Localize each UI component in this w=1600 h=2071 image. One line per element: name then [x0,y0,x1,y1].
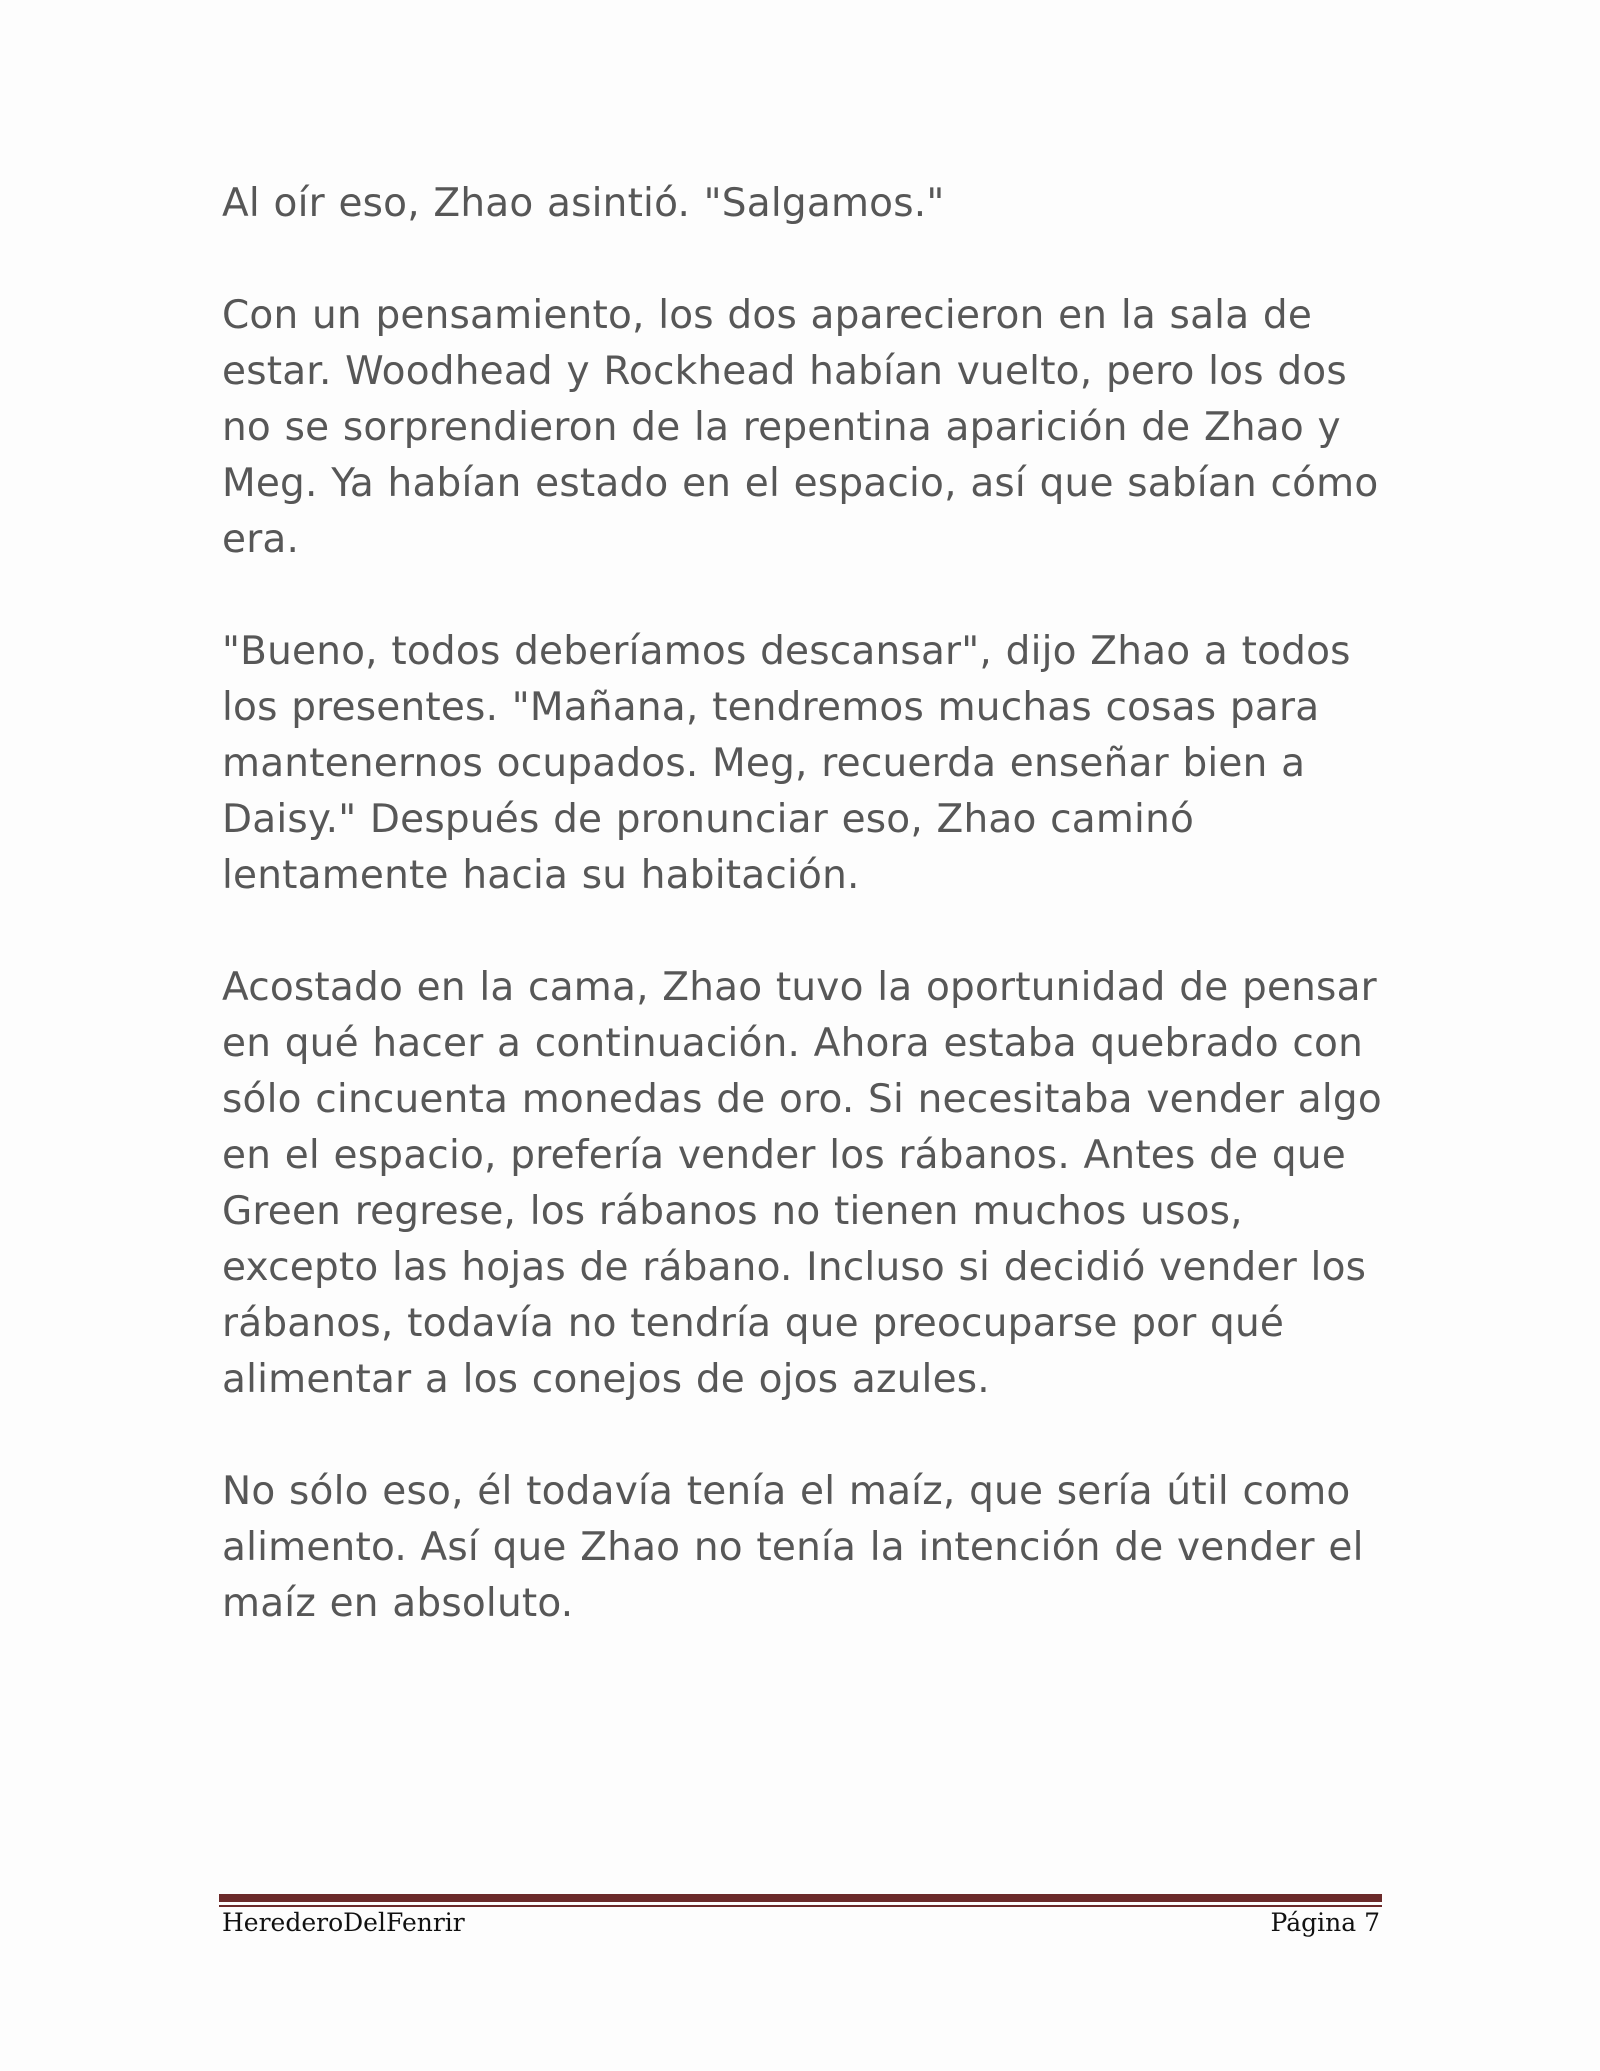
footer-divider-thin [219,1905,1382,1907]
paragraph-2: Con un pensamiento, los dos aparecieron en la sala de estar. Woodhead y Rockhead habían vuelto, pero los dos no se sorprendieron de la repentina aparición de Zhao y Meg. Ya habían estado en el espacio, así que sabían cómo era. [222,293,1379,562]
paragraph-5: No sólo eso, él todavía tenía el maíz, que sería útil como alimento. Así que Zhao no tenía la intención de vender el maíz en absoluto. [222,1469,1364,1626]
footer-divider [219,1894,1382,1907]
footer-author: HerederoDelFenrir [222,1908,465,1937]
footer-page-number: Página 7 [1270,1908,1380,1937]
paragraph-3: "Bueno, todos deberíamos descansar", dijo Zhao a todos los presentes. "Mañana, tendremos muchas cosas para mantenernos ocupados. Meg, recuerda enseñar bien a Daisy." Después de pronunciar eso, Zhao caminó lentamente hacia su habitación. [222,629,1351,898]
footer-divider-thick [219,1894,1382,1902]
page-footer [222,1908,1380,1937]
paragraph-4: Acostado en la cama, Zhao tuvo la oportunidad de pensar en qué hacer a continuación. Ahora estaba quebrado con sólo cincuenta monedas de oro. Si necesitaba vender algo en el espacio, prefería vender los rábanos. Antes de que Green regrese, los rábanos no tienen muchos usos, excepto las hojas de rábano. Incluso si decidió vender los rábanos, todavía no tendría que preocuparse por qué alimentar a los conejos de ojos azules. [222,965,1382,1402]
page-body [222,176,1392,1688]
paragraph-1: Al oír eso, Zhao asintió. "Salgamos." [222,181,945,226]
